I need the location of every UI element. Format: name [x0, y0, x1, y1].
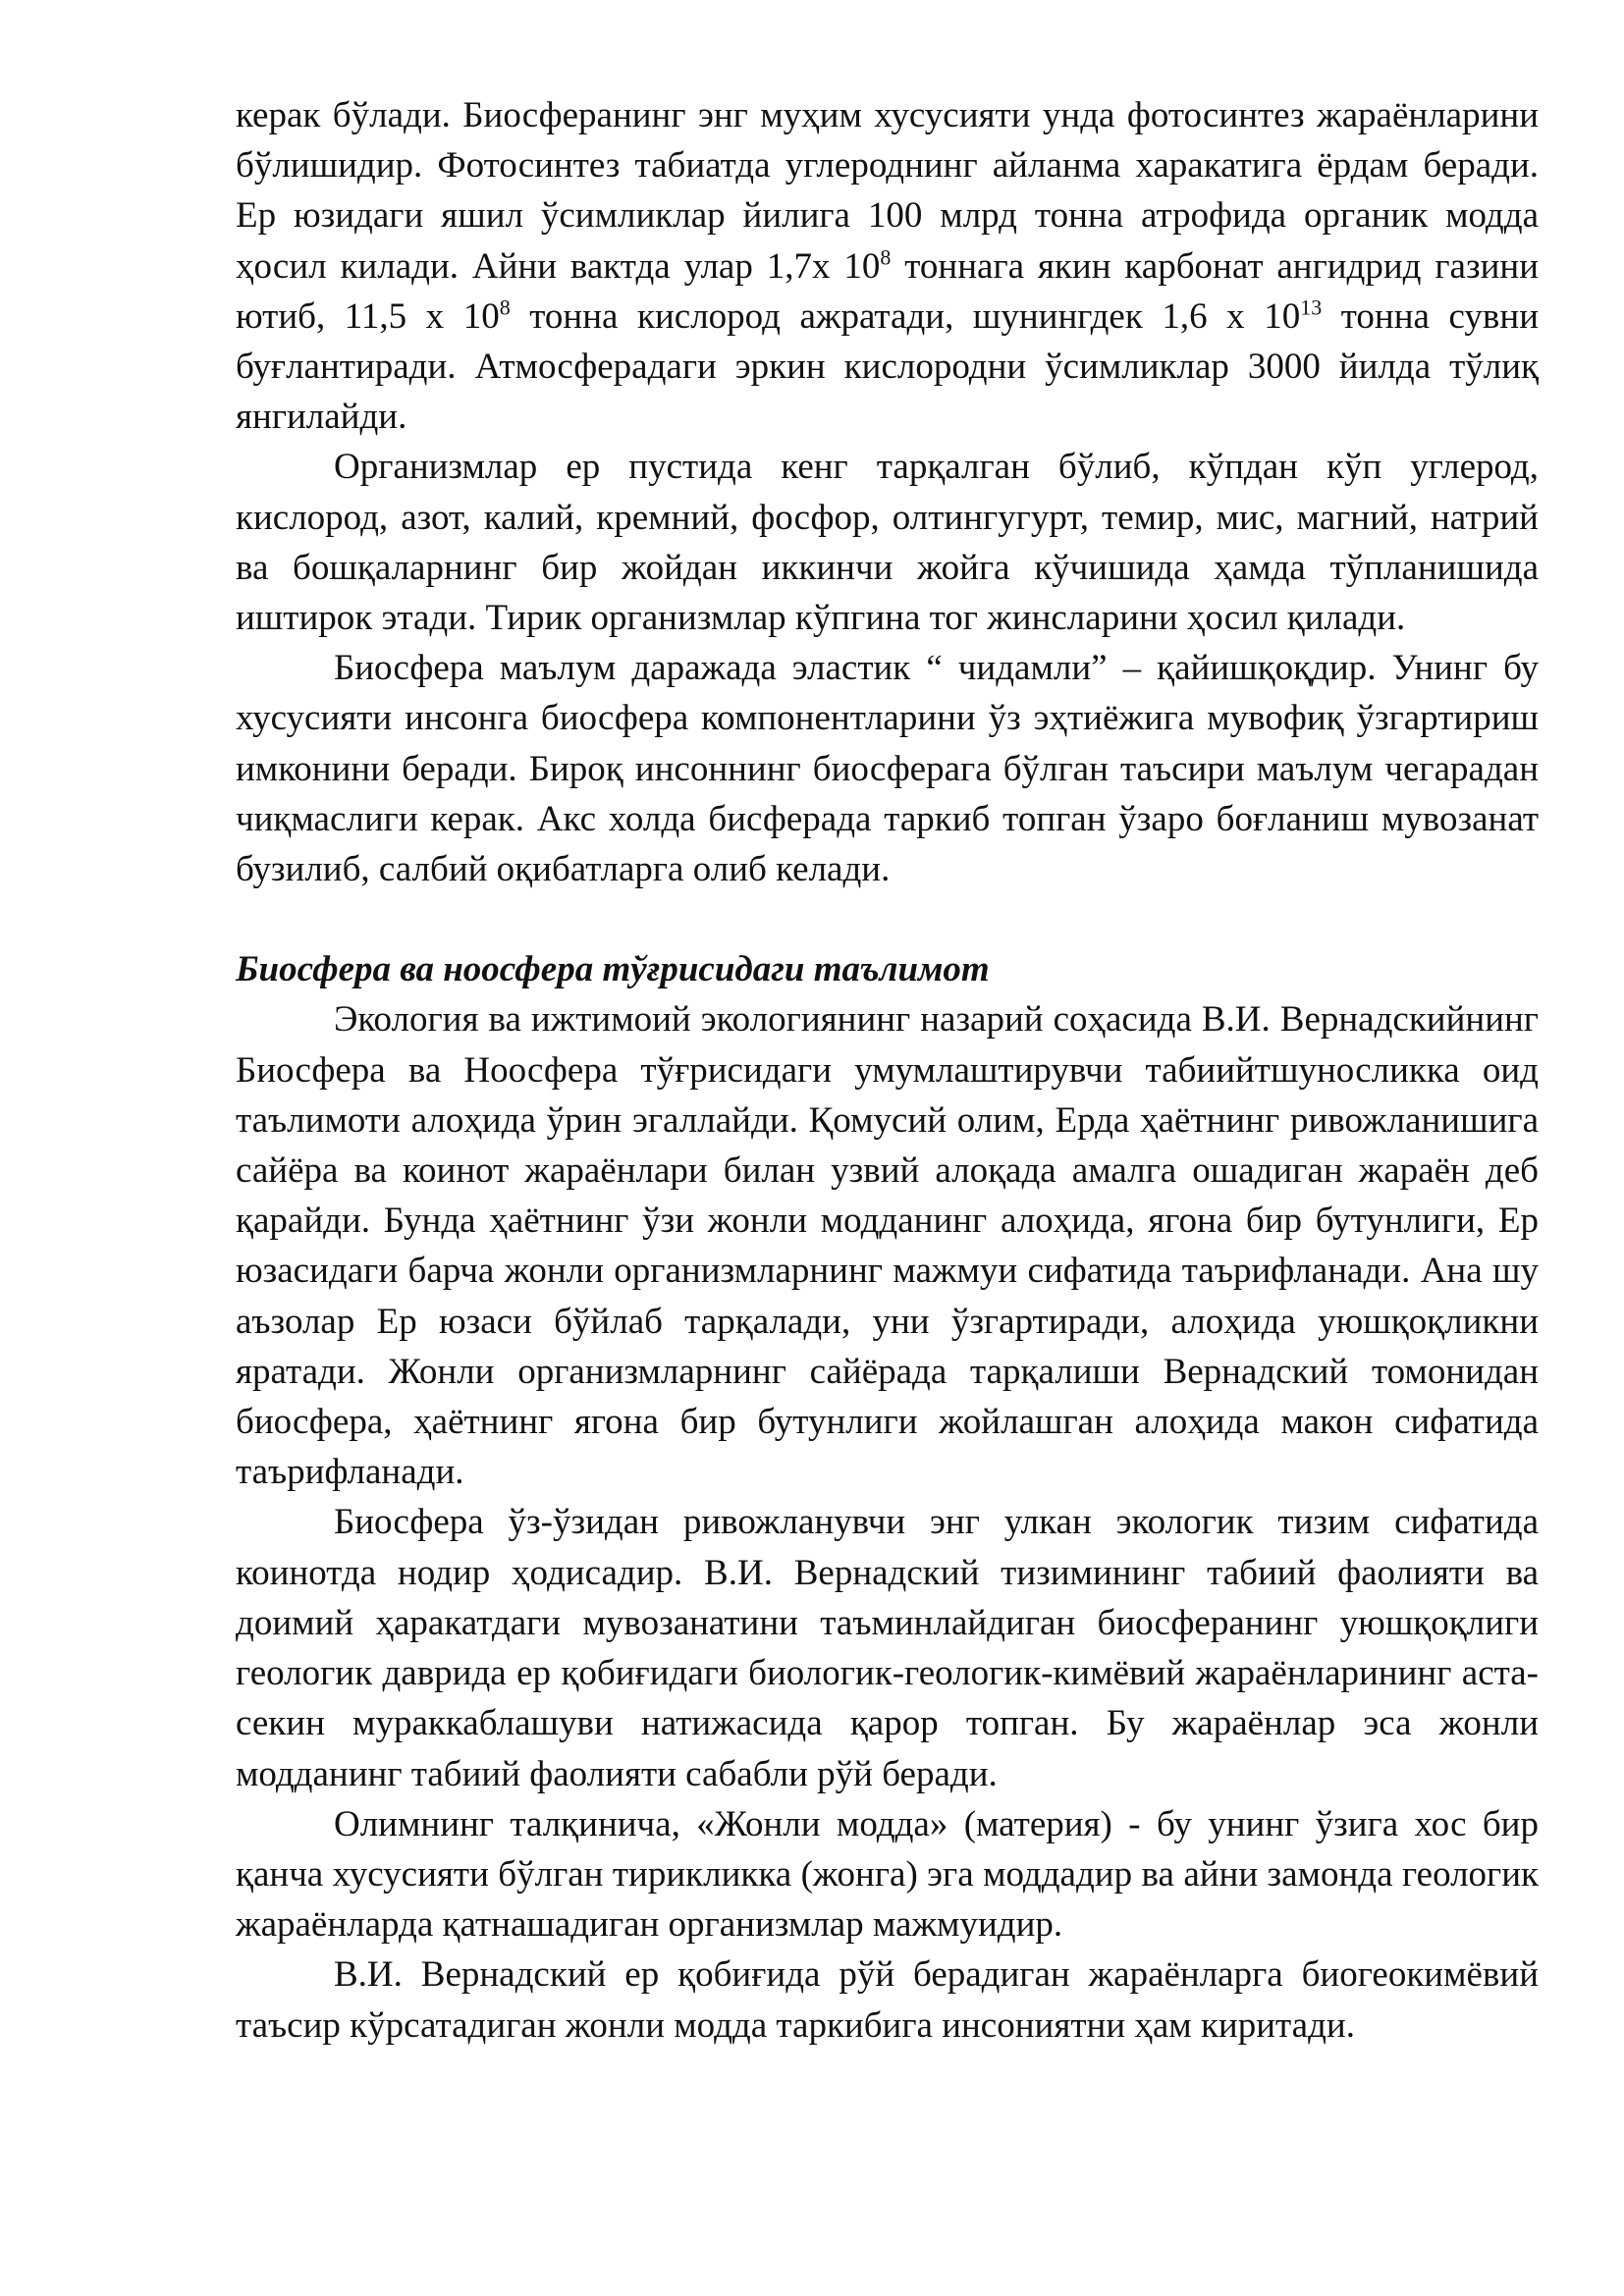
paragraph-biosphere-system: Биосфера ўз-ўзидан ривожланувчи энг улкан экологик тизим сифатида коинотда нодир ҳодисадир. В.И. Вернадский тизимининг табиий фаолияти ва доимий ҳаракатдаги мувозанатини таъминлайдиган биосферанинг уюшқоқлиги геологик даврида ер қобиғидаги биологик-геологик-кимёвий жараёнларининг аста-секин мураккаблашуви натижасида қарор топган. Бу жараёнлар эса жонли модданинг табиий фаолияти сабабли рўй беради. [236, 1502, 1539, 1794]
text-run: тонна кислород ажратади, шунингдек 1,6 х 10 [510, 295, 1301, 337]
document-page [236, 90, 1539, 2051]
paragraph-spacer [236, 894, 1539, 944]
paragraph-living-matter: Олимнинг талқинича, «Жонли модда» (материя) - бу унинг ўзига хос бир қанча хусусияти бўлган тирикликка (жонга) эга моддадир ва айни замонда геологик жараёнларда қатнашадиган организмлар мажмуидир. [236, 1803, 1539, 1946]
paragraph-organisms: Организмлар ер пустида кенг тарқалган бўлиб, кўпдан кўп углерод, кислород, азот, калий, кремний, фосфор, олтингугурт, темир, мис, магний, натрий ва бошқаларнинг бир жойдан иккинчи жойга кўчишида ҳамда тўпланишида иштирок этади. Тирик организмлар кўпгина тог жинсларини ҳосил қилади. [236, 447, 1539, 639]
paragraph-photosynthesis [236, 90, 1539, 442]
exponent: 8 [880, 244, 892, 270]
exponent: 13 [1300, 294, 1323, 320]
paragraph-vernadsky-teaching: Экология ва ижтимоий экологиянинг назарий соҳасида В.И. Вернадскийнинг Биосфера ва Ноосфера тўғрисидаги умумлаштирувчи табиийтшуносликка оид таълимоти алоҳида ўрин эгаллайди. Қомусий олим, Ерда ҳаётнинг ривожланишига сайёра ва коинот жараёнлари билан узвий алоқада амалга ошадиган жараён деб қарайди. Бунда ҳаётнинг ўзи жонли модданинг алоҳида, ягона бир бутунлиги, Ер юзасидаги барча жонли организмларнинг мажмуи сифатида таърифланади. Ана шу аъзолар Ер юзаси бўйлаб тарқалади, уни ўзгартиради, алоҳида уюшқоқликни яратади. Жонли организмларнинг сайёрада тарқалиши Вернадский томонидан биосфера, ҳаётнинг ягона бир бутунлиги жойлашган алоҳида макон сифатида таърифланади. [236, 999, 1539, 1493]
text-run: керак бўлади. Биосферанинг энг муҳим хусусияти унда фотосинтез жараёнларини бўлишидир. Фотосинтез табиатда углероднинг айланма харакатига ёрдам беради. Ер юзидаги яшил ўсимликлар йилига 100 млрд тонна атрофида органик модда ҳосил килади. Айни вактда улар 1,7х 10 [236, 95, 1539, 287]
exponent: 8 [499, 294, 511, 320]
section-heading: Биосфера ва ноосфера тўғрисидаги таълимот [236, 949, 990, 990]
paragraph-humanity: В.И. Вернадский ер қобиғида рўй берадиган жараёнларга биогеокимёвий таъсир кўрсатадиган жонли модда таркибига инсониятни ҳам киритади. [236, 1954, 1539, 2046]
text-run: тонна сувни буғлантиради. Атмосферадаги эркин кислородни ўсимликлар 3000 йилда тўлиқ янгилайди. [236, 295, 1539, 438]
text-run: тоннага якин карбонат ангидрид газини ютиб, 11,5 х 10 [236, 245, 1539, 337]
paragraph-elasticity: Биосфера маълум даражада эластик “ чидамли” – қайишқоқдир. Унинг бу хусусияти инсонга биосфера компонентларини ўз эҳтиёжига мувофиқ ўзгартириш имконини беради. Бироқ инсоннинг биосферага бўлган таъсири маълум чегарадан чиқмаслиги керак. Акс холда бисферада таркиб топган ўзаро боғланиш мувозанат бузилиб, салбий оқибатларга олиб келади. [236, 648, 1539, 890]
